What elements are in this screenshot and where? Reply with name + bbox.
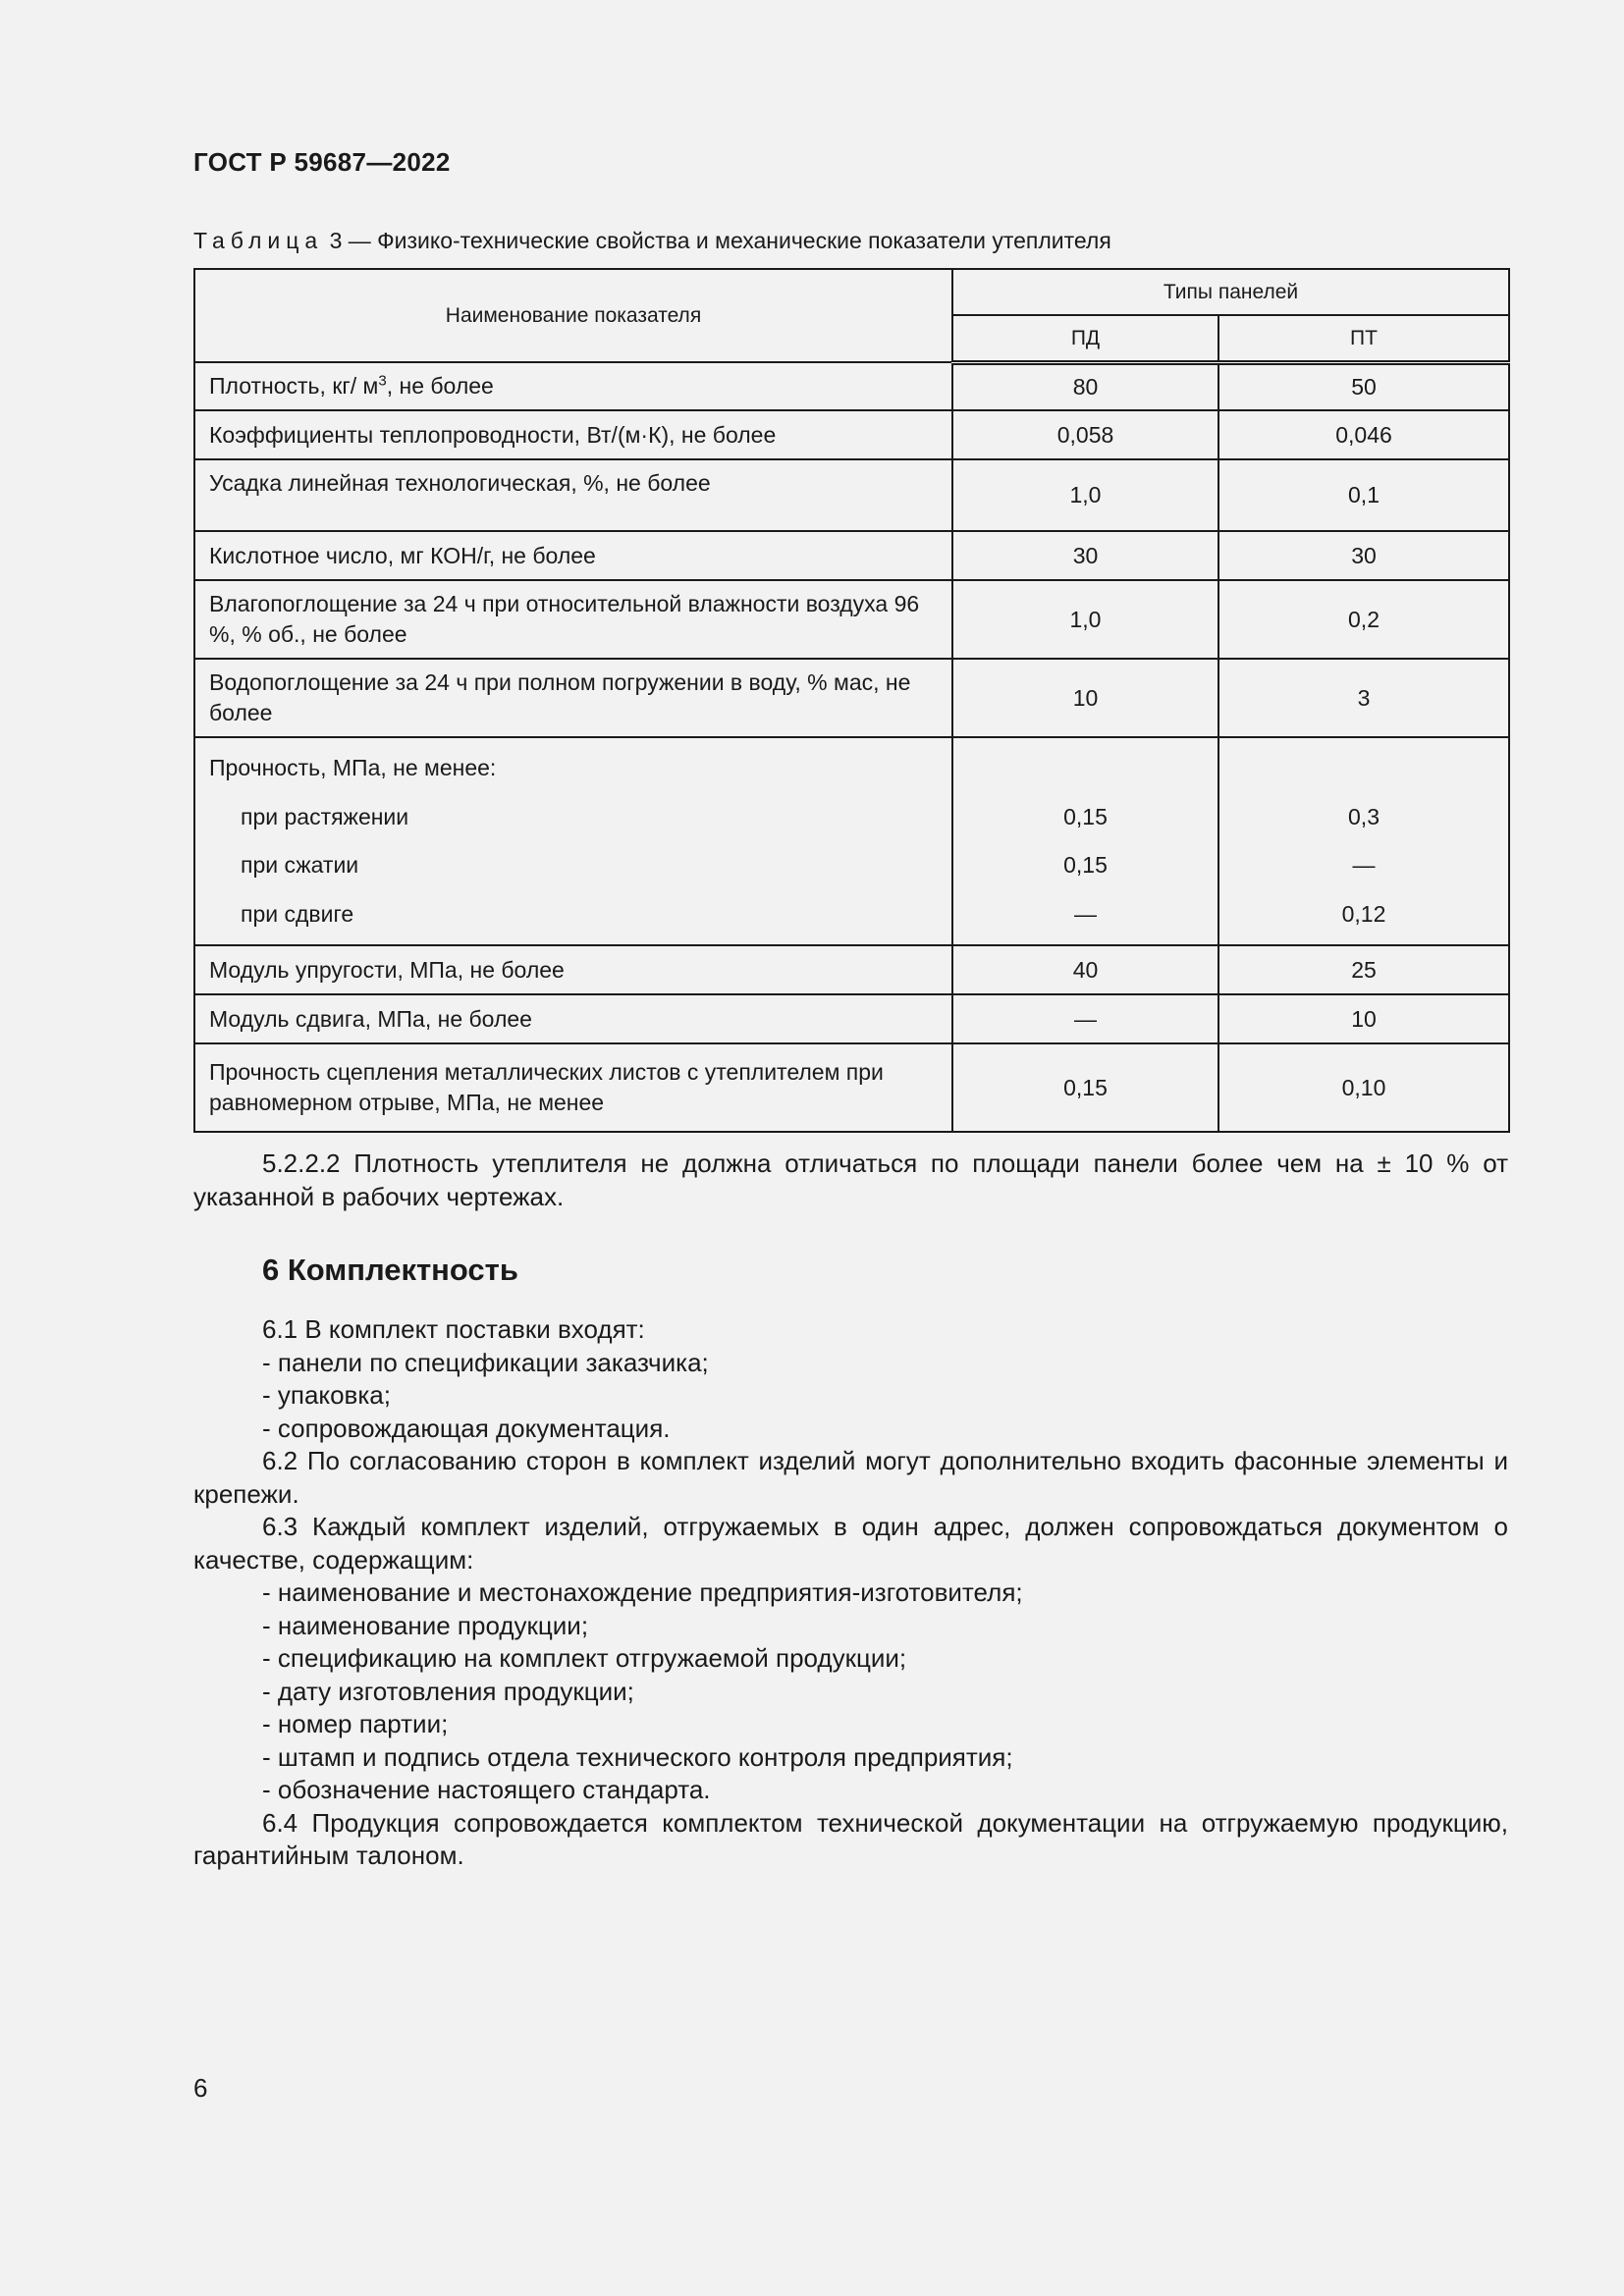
value-pt: 50 (1218, 362, 1509, 410)
strength-shear-label: при сдвиге (241, 901, 354, 927)
paragraph-6-3: 6.3 Каждый комплект изделий, отгружаемых в один адрес, должен сопровождаться документом о качестве, содержащим: (193, 1512, 1508, 1575)
paragraph-6-4: 6.4 Продукция сопровождается комплектом технической документации на отгружаемую продукцию, гарантийным талоном. (193, 1807, 1508, 1870)
value-pd: 1,0 (952, 580, 1218, 659)
document-code: ГОСТ Р 59687—2022 (193, 147, 451, 177)
table-caption-text: 3 — Физико-технические свойства и механические показатели утеплителя (329, 228, 1111, 253)
table-header-row (194, 269, 1509, 315)
row-name-group (194, 737, 952, 945)
table-row (194, 531, 1509, 580)
table-row (194, 410, 1509, 459)
value-pd: 0,15 (1063, 852, 1108, 878)
row-name: Плотность, кг/ $м^3$, не более (194, 362, 952, 410)
value-pd: 30 (952, 531, 1218, 580)
values-pt-group (1218, 737, 1509, 945)
page-number: 6 (193, 2073, 208, 2103)
strength-tension-label: при растяжении (241, 804, 409, 829)
list-item: - дату изготовления продукции; (262, 1676, 634, 1706)
list-item: - наименование и местонахождение предприятия-изготовителя; (262, 1577, 1023, 1607)
value-pt: 0,1 (1218, 459, 1509, 531)
row-name: Усадка линейная технологическая, %, не более (194, 459, 952, 531)
value-pt: 25 (1218, 945, 1509, 994)
strength-heading: Прочность, МПа, не менее: (209, 755, 497, 780)
list-item: - спецификацию на комплект отгружаемой продукции; (262, 1643, 907, 1673)
value-pt: 30 (1218, 531, 1509, 580)
value-pt: 0,046 (1218, 410, 1509, 459)
values-pd-group (952, 737, 1218, 945)
value-pd: 0,15 (952, 1043, 1218, 1132)
value-pd: 0,15 (1063, 804, 1108, 829)
strength-compression-label: при сжатии (241, 852, 359, 878)
table-row (194, 945, 1509, 994)
table-row-group (194, 737, 1509, 945)
value-pt: 0,3 (1348, 804, 1380, 829)
value-pt: 0,10 (1218, 1043, 1509, 1132)
row-name: Кислотное число, мг КОН/г, не более (194, 531, 952, 580)
value-pd: 40 (952, 945, 1218, 994)
paragraph-6-1: 6.1 В комплект поставки входят: (262, 1314, 645, 1344)
paragraph-6-2: 6.2 По согласованию сторон в комплект изделий могут дополнительно входить фасонные элементы и крепежи. (193, 1446, 1508, 1509)
value-pt: 0,2 (1218, 580, 1509, 659)
row-name: Влагопоглощение за 24 ч при относительной влажности воздуха 96 %, % об., не более (194, 580, 952, 659)
list-item: - сопровождающая документация. (262, 1413, 671, 1443)
section-6-title: 6 Комплектность (262, 1253, 518, 1287)
list-item: - обозначение настоящего стандарта. (262, 1775, 711, 1804)
value-pd: 80 (952, 362, 1218, 410)
value-pt: 3 (1218, 659, 1509, 737)
value-pt: 0,12 (1341, 901, 1386, 927)
table-row (194, 659, 1509, 737)
header-pd: ПД (952, 315, 1218, 362)
value-pd: 1,0 (952, 459, 1218, 531)
row-name: Модуль сдвига, МПа, не более (194, 994, 952, 1043)
list-item: - наименование продукции; (262, 1610, 589, 1640)
list-item: - панели по спецификации заказчика; (262, 1347, 709, 1377)
section-6-body (193, 1313, 1508, 1873)
properties-table (193, 268, 1510, 1133)
row-name: Коэффициенты теплопроводности, Вт/(м·К), не более (194, 410, 952, 459)
value-pt: — (1352, 852, 1376, 878)
paragraph-5-2-2-2: 5.2.2.2 Плотность утеплителя не должна отличаться по площади панели более чем на ± 10 % от указанной в рабочих чертежах. (193, 1148, 1508, 1211)
value-pd: 0,058 (952, 410, 1218, 459)
superscript: 3 (378, 372, 387, 390)
table-caption (193, 228, 1111, 254)
row-name: Прочность сцепления металлических листов с утеплителем при равномерном отрыве, МПа, не менее (194, 1043, 952, 1132)
value-pd: 10 (952, 659, 1218, 737)
list-item: - номер партии; (262, 1709, 449, 1738)
table-row (194, 580, 1509, 659)
list-item: - упаковка; (262, 1380, 391, 1410)
header-panel-types: Типы панелей (952, 269, 1509, 315)
row-name: Водопоглощение за 24 ч при полном погружении в воду, % мас, не более (194, 659, 952, 737)
header-parameter-name: Наименование показателя (194, 269, 952, 362)
row-name: Модуль упругости, МПа, не более (194, 945, 952, 994)
value-pt: 10 (1218, 994, 1509, 1043)
table-row (194, 994, 1509, 1043)
table-caption-prefix: Таблица (193, 228, 324, 253)
table-row (194, 459, 1509, 531)
value-pd: — (952, 994, 1218, 1043)
list-item: - штамп и подпись отдела технического контроля предприятия; (262, 1741, 1013, 1772)
header-pt: ПТ (1218, 315, 1509, 362)
table-row (194, 1043, 1509, 1132)
table-row (194, 362, 1509, 410)
paragraph-5-2-2-2-block (193, 1148, 1508, 1213)
value-pd: — (1074, 901, 1097, 927)
